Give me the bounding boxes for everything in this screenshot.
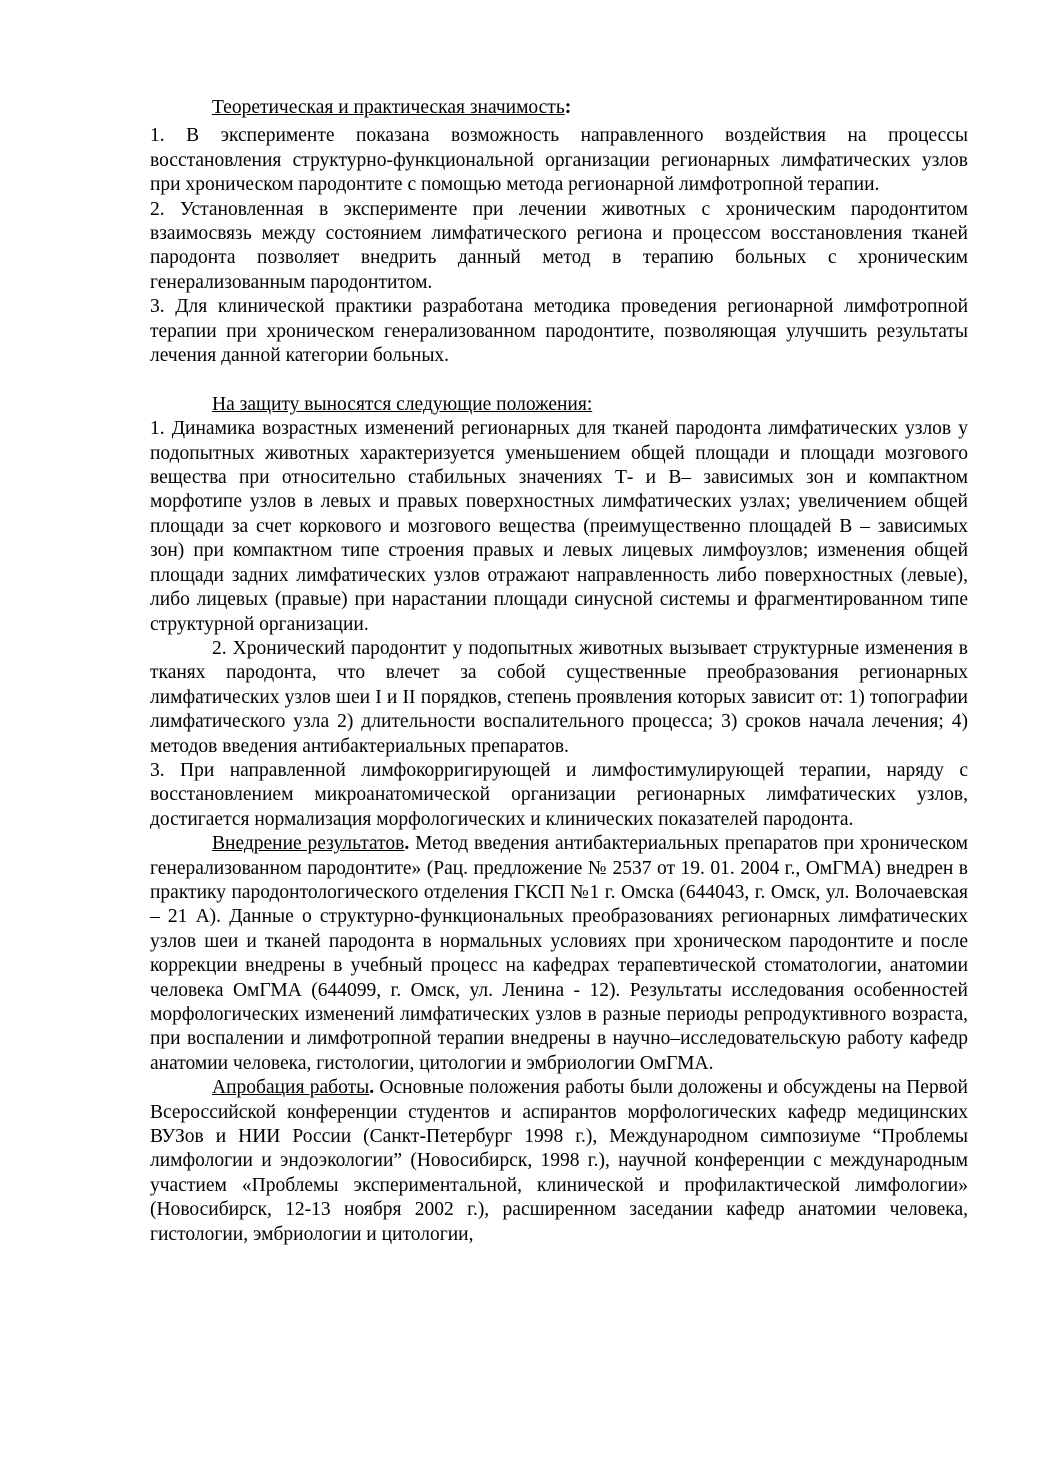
approbation-heading: Апробация работы (212, 1077, 370, 1099)
significance-item-2: 2. Установленная в эксперименте при лечении животных с хроническим пародонтитом взаимосвязь между состоянием лимфатического региона и процессом восстановления тканей пародонта позволяет внедрить данный метод в терапию больных с хроническим генерализованным пародонтитом. (150, 198, 968, 293)
implementation-text: Метод введения антибактериальных препаратов при хроническом генерализованном пародонтите» (Рац. предложение № 2537 от 19. 01. 2004 г., ОмГМА) внедрен в практику пародонтологического отделения ГКСП №1 г. Омска (644043, г. Омск, ул. Волочаевская – 21 А). Данные о структурно-функциональных преобразованиях регионарных лимфатических узлов шеи и тканей пародонта в нормальных условиях при хроническом пародонтите и после коррекции внедрены в учебный процесс на кафедрах терапевтической стоматологии, анатомии человека ОмГМА (644099, г. Омск, ул. Ленина - 12). Результаты исследования особенностей морфологических изменений лимфатических узлов в разные периоды репродуктивного возраста, при воспалении и лимфотропной терапии внедрены в научно–исследовательскую работу кафедр анатомии человека, гистологии, цитологии и эмбриологии ОмГМА. (150, 833, 968, 1074)
significance-item-3: 3. Для клинической практики разработана методика проведения регионарной лимфотропной терапии при хроническом генерализованном пародонтите, позволяющая улучшить результаты лечения данной категории больных. (150, 296, 968, 367)
spacer (150, 368, 968, 392)
defense-heading-text: На защиту выносятся следующие положения: (212, 393, 593, 415)
defense-item-1: 1. Динамика возрастных изменений регионарных для тканей пародонта лимфатических узлов у подопытных животных характеризуется уменьшением общей площади и площади мозгового вещества при относительно стабильных значениях Т- и В– зависимых зон и компактном морфотипе узлов в левых и правых поверхностных лимфатических узлах; увеличением общей площади за счет коркового и мозгового вещества (преимущественно площадей В – зависимых зон) при компактном типе строения правых и левых лицевых лимфоузлов; изменения общей площади задних лимфатических узлов отражают направленность либо поверхностных (левые), либо лицевых (правые) при нарастании площади синусной системы и фрагментированном типе структурной организации. (150, 418, 968, 635)
significance-heading (150, 96, 968, 120)
defense-heading (150, 393, 968, 417)
defense-item-2: 2. Хронический пародонтит у подопытных животных вызывает структурные изменения в тканях пародонта, что влечет за собой существенные преобразования регионарных лимфатических узлов шеи I и II порядков, степень проявления которых зависит от: 1) топографии лимфатического узла 2) длительности воспалительного процесса; 3) сроков начала лечения; 4) методов введения антибактериальных препаратов. (150, 637, 968, 757)
approbation-heading-dot: . (369, 1077, 375, 1099)
implementation-heading: Внедрение результатов (212, 833, 405, 855)
implementation-paragraph (150, 832, 968, 1076)
significance-heading-colon: : (564, 97, 572, 118)
significance-item-1: 1. В эксперименте показана возможность направленного воздействия на процессы восстановления структурно-функциональной организации регионарных лимфатических узлов при хроническом пародонтите с помощью метода регионарной лимфотропной терапии. (150, 125, 968, 196)
approbation-paragraph (150, 1076, 968, 1247)
implementation-heading-dot: . (404, 833, 410, 855)
document-page (150, 96, 968, 1247)
significance-heading-text: Теоретическая и практическая значимость (212, 97, 565, 118)
defense-item-3: 3. При направленной лимфокорригирующей и лимфостимулирующей терапии, наряду с восстановлением микроанатомической организации регионарных лимфатических узлов, достигается нормализация морфологических и клинических показателей пародонта. (150, 759, 968, 830)
approbation-text: Основные положения работы были доложены и обсуждены на Первой Всероссийской конференции студентов и аспирантов морфологических кафедр медицинских ВУЗов и НИИ России (Санкт-Петербург 1998 г.), Международном симпозиуме “Проблемы лимфологии и эндоэкологии” (Новосибирск, 1998 г.), научной конференции с международным участием «Проблемы экспериментальной, клинической и профилактической лимфологии» (Новосибирск, 12-13 ноября 2002 г.), расширенном заседании кафедр анатомии человека, гистологии, эмбриологии и цитологии, (150, 1077, 968, 1245)
